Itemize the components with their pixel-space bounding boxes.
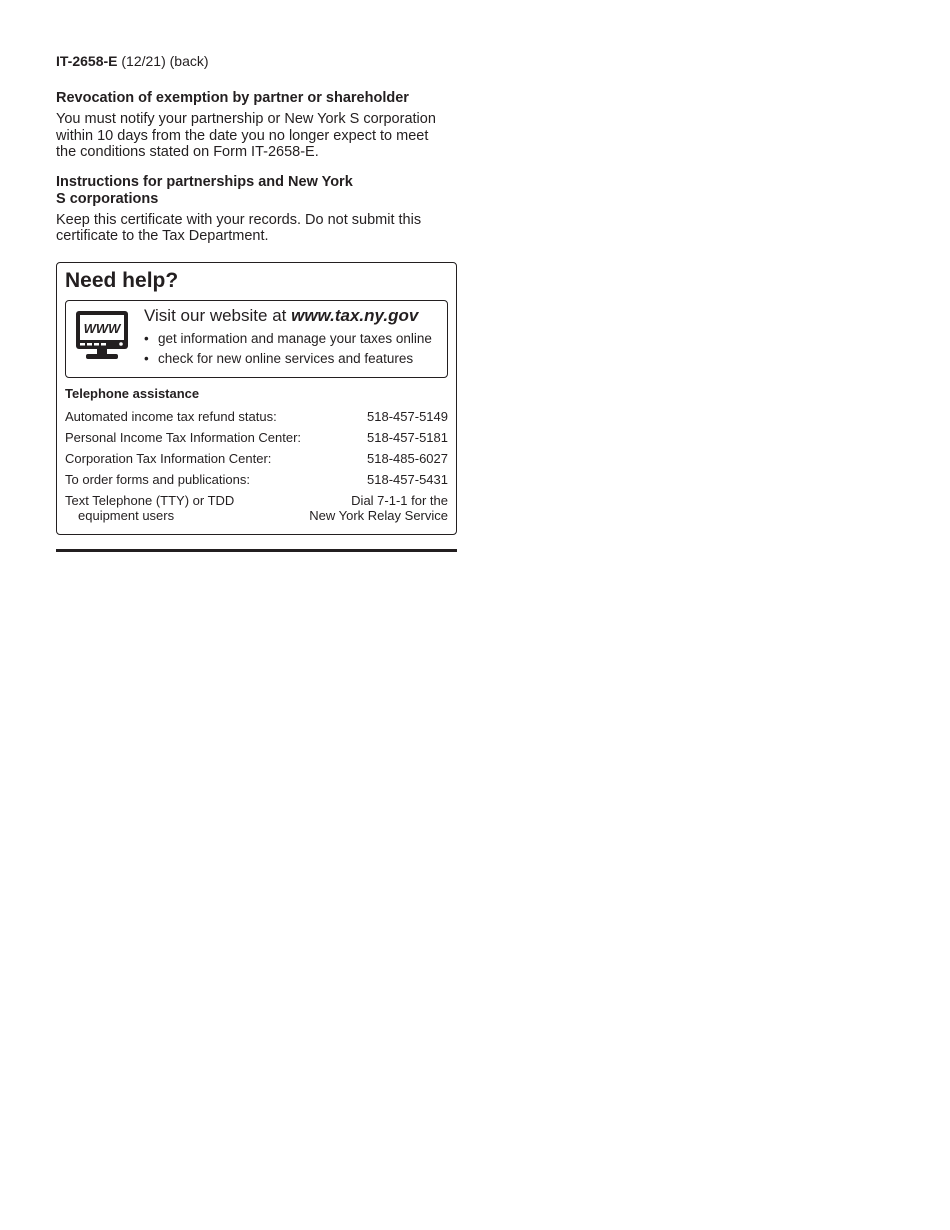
phone-number: 518-485-6027 <box>367 450 448 466</box>
bullet-icon: • <box>144 330 149 346</box>
website-text <box>144 307 439 369</box>
revocation-body-line: You must notify your partnership or New York S corporation <box>56 111 436 127</box>
phone-number: 518-457-5431 <box>367 471 448 487</box>
revocation-body-line: within 10 days from the date you no longer expect to meet <box>56 127 429 144</box>
revocation-heading: Revocation of exemption by partner or shareholder <box>56 90 409 106</box>
table-row <box>65 469 448 490</box>
telephone-assistance-heading: Telephone assistance <box>65 385 200 401</box>
form-code: IT-2658-E <box>56 53 118 69</box>
bullet-text: get information and manage your taxes online <box>158 330 432 346</box>
phone-label: Corporation Tax Information Center: <box>65 450 272 466</box>
telephone-table <box>65 406 448 526</box>
computer-monitor-icon <box>74 309 130 369</box>
phone-label: Automated income tax refund status: <box>65 408 277 424</box>
form-page <box>56 52 457 535</box>
revocation-body-line: the conditions stated on Form IT-2658-E. <box>56 144 319 160</box>
tty-label-line: Text Telephone (TTY) or TDD <box>65 492 235 508</box>
list-item <box>144 329 439 349</box>
website-panel <box>65 300 448 378</box>
instructions-heading-line: Instructions for partnerships and New York <box>56 173 353 190</box>
table-row <box>65 427 448 448</box>
instructions-body-line: certificate to the Tax Department. <box>56 228 269 244</box>
instructions-body-line: Keep this certificate with your records. Do not submit this <box>56 211 422 228</box>
need-help-box <box>56 262 457 535</box>
tty-value-line: New York Relay Service <box>309 507 448 523</box>
visit-website-line <box>144 307 439 325</box>
revocation-body <box>56 111 457 161</box>
bullet-text: check for new online services and features <box>158 350 414 366</box>
tty-value <box>306 490 448 526</box>
table-row <box>65 490 448 526</box>
form-identifier <box>56 52 457 70</box>
monitor-www-label: WWW <box>83 320 121 336</box>
instructions-heading-line: S corporations <box>56 190 159 207</box>
form-suffix: (12/21) (back) <box>121 53 209 69</box>
table-row <box>65 406 448 427</box>
tty-label-line: equipment users <box>78 507 175 523</box>
instructions-body <box>56 212 457 245</box>
phone-label: To order forms and publications: <box>65 471 250 487</box>
phone-number: 518-457-5181 <box>367 429 448 445</box>
website-link[interactable]: www.tax.ny.gov <box>291 305 419 325</box>
need-help-title: Need help? <box>65 268 179 292</box>
visit-prefix: Visit our website at <box>144 305 292 325</box>
instructions-heading <box>56 174 457 208</box>
phone-number: 518-457-5149 <box>367 408 448 424</box>
phone-label: Personal Income Tax Information Center: <box>65 429 302 445</box>
bottom-divider <box>56 549 457 552</box>
table-row <box>65 448 448 469</box>
bullet-icon: • <box>144 350 149 366</box>
tty-label <box>65 490 306 526</box>
list-item <box>144 349 439 369</box>
website-bullet-list <box>144 329 439 369</box>
tty-value-line: Dial 7-1-1 for the <box>351 492 448 508</box>
